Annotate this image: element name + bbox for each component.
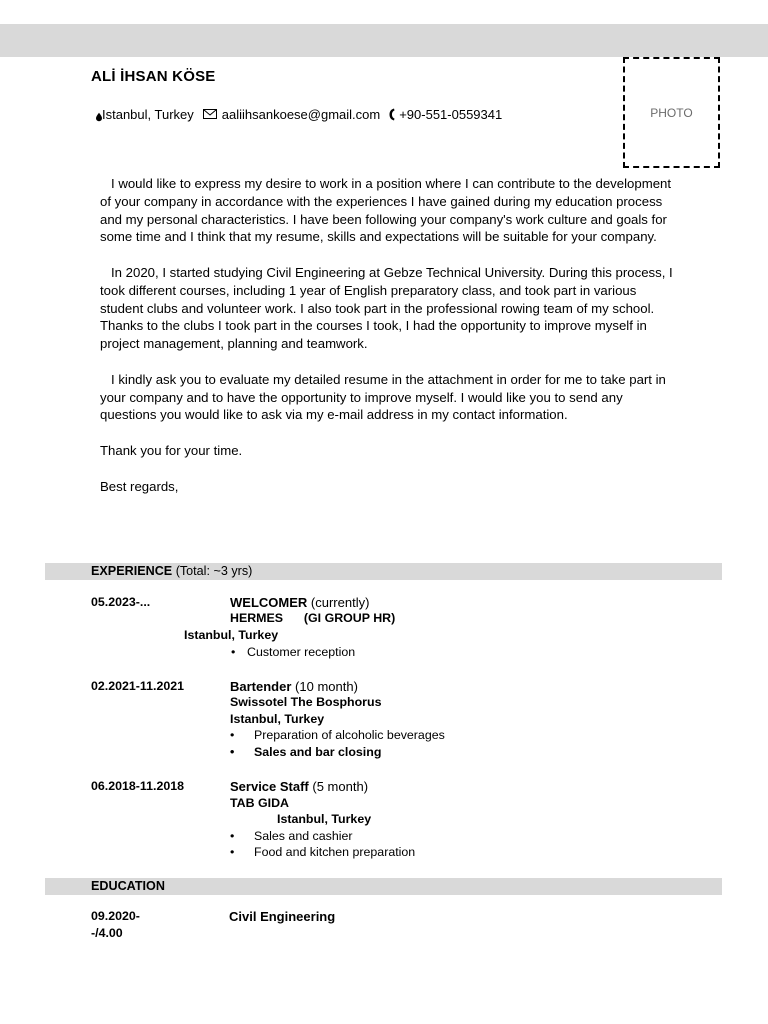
education-1-dates-end: -/4.00 — [91, 926, 123, 940]
letter-paragraph-1: I would like to express my desire to work in a position where I can contribute to the development of your company in accordance with the experiences I have gained during my education process and my personal characteristics. I have been following your company's work culture and goals for some time and I think that my resume, skills and expectations will be suitable for your company. — [100, 176, 672, 245]
job-3-bullet-1: • Sales and cashier — [230, 829, 353, 843]
job-3-note: (5 month) — [312, 779, 369, 794]
phone-icon — [389, 108, 395, 121]
job-1-company-line — [230, 610, 395, 627]
letter-closing: Best regards, — [100, 478, 179, 494]
letter-paragraph-3: I kindly ask you to evaluate my detailed resume in the attachment in order for me to take part in your company and to have the opportunity to improve myself. I would like you to send any questions you would like to ask via my e-mail address in my contact information. — [100, 371, 666, 423]
photo-label: PHOTO — [650, 105, 693, 120]
job-3-title: Service Staff — [230, 779, 309, 794]
letter-thanks: Thank you for your time. — [100, 442, 243, 458]
experience-heading: EXPERIENCE — [91, 564, 173, 578]
envelope-icon — [203, 109, 217, 119]
job-2-location: Istanbul, Turkey — [230, 712, 325, 726]
job-2-dates: 02.2021-11.2021 — [91, 679, 185, 693]
candidate-name: ALİ İHSAN KÖSE — [91, 68, 216, 85]
job-1-company: HERMES — [230, 611, 284, 625]
education-heading: EDUCATION — [91, 879, 165, 893]
top-gray-band — [0, 24, 768, 57]
location-text: Istanbul, Turkey — [102, 106, 194, 122]
job-1-agency: (GI GROUP HR) — [303, 611, 396, 625]
job-1-dates: 05.2023-... — [91, 595, 151, 609]
job-3-bullet-2: • Food and kitchen preparation — [230, 845, 416, 859]
job-1-title: WELCOMER — [230, 595, 308, 610]
education-1-degree: Civil Engineering — [229, 909, 336, 924]
job-1-note: (currently) — [310, 595, 370, 610]
cover-letter — [100, 175, 680, 513]
email-link[interactable]: aaliihsankoese@gmail.com — [221, 106, 381, 122]
job-2-title-line — [230, 678, 358, 695]
job-1-bullet-1: • Customer reception — [231, 645, 356, 659]
photo-placeholder — [623, 57, 720, 168]
job-1-location: Istanbul, Turkey — [184, 628, 279, 642]
job-3-location: Istanbul, Turkey — [277, 812, 372, 826]
job-3-title-line — [230, 778, 368, 795]
job-2-bullet-2: • Sales and bar closing — [230, 745, 382, 759]
education-section-header — [45, 878, 722, 895]
job-3-company: TAB GIDA — [230, 796, 289, 810]
contact-line — [96, 104, 511, 124]
job-2-title: Bartender — [230, 679, 292, 694]
job-3-dates: 06.2018-11.2018 — [91, 779, 185, 793]
experience-total: (Total: ~3 yrs) — [175, 564, 253, 578]
job-2-bullet-1: • Preparation of alcoholic beverages — [230, 728, 445, 742]
job-2-company: Swissotel The Bosphorus — [230, 695, 382, 709]
experience-section-header — [45, 563, 722, 580]
job-2-note: (10 month) — [295, 679, 358, 694]
phone-number[interactable]: +90-551-0559341 — [399, 106, 503, 122]
letter-paragraph-2: In 2020, I started studying Civil Engineering at Gebze Technical University. During this process, I took different courses, including 1 year of English preparatory class, and took part in various student clubs and volunteer work. I also took part in the professional rowing team of my school. Thanks to the clubs I took part in the courses I took, I had the opportunity to improve myself in project management, planning and teamwork. — [100, 264, 673, 352]
education-1-dates-start: 09.2020- — [91, 909, 140, 923]
job-1-title-line — [230, 594, 369, 611]
